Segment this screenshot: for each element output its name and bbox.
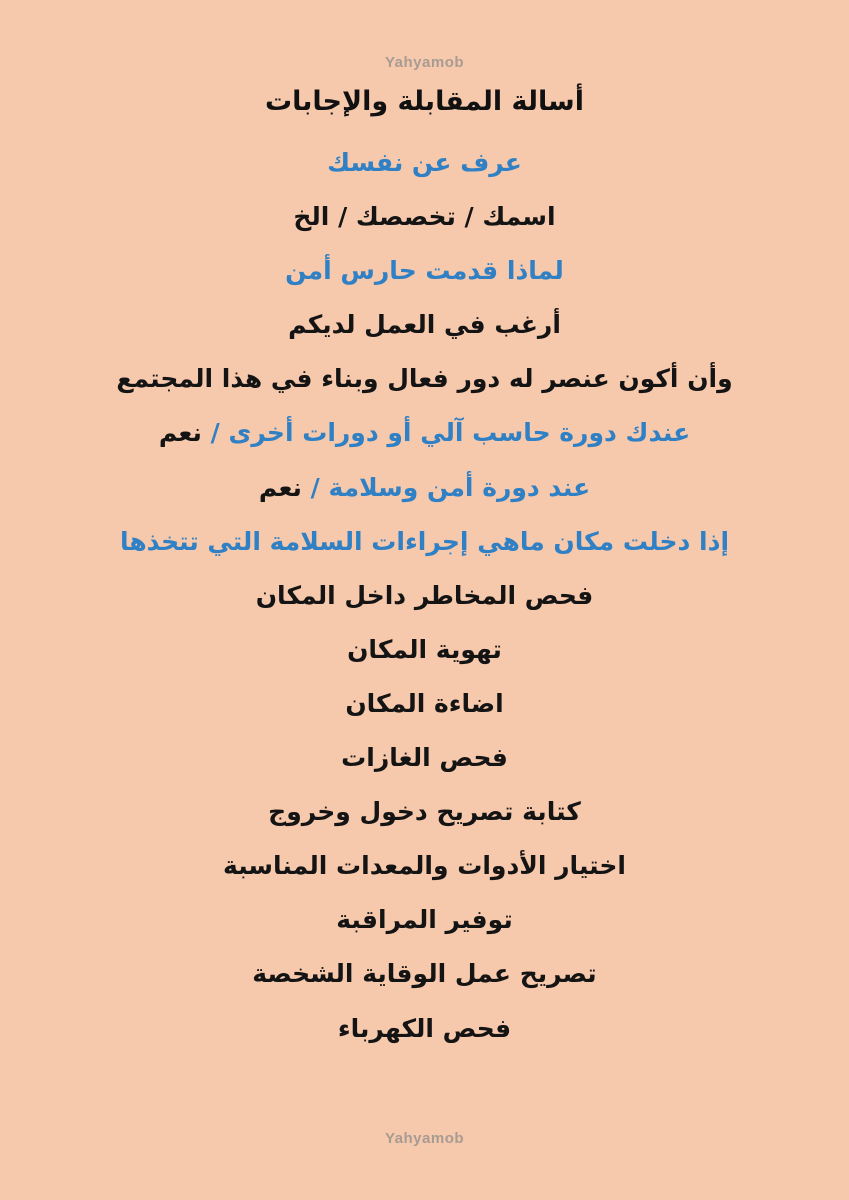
separator: /: [301, 472, 329, 502]
answer-name-specialty: اسمك / تخصصك / الخ: [293, 202, 556, 232]
answer-item-electricity: فحص الكهرباء: [337, 1013, 512, 1043]
question-safety-procedures: إذا دخلت مكان ماهي إجراءات السلامة التي تتخذها: [119, 526, 730, 556]
question-text: عند دورة أمن وسلامة: [328, 472, 591, 502]
answer-item-ppe: تصريح عمل الوقاية الشخصة: [252, 959, 597, 989]
question-computer-course: [0, 406, 849, 460]
qa-list: [0, 136, 849, 1056]
answer-yes: نعم: [158, 418, 202, 448]
separator: /: [201, 418, 229, 448]
answer-wish-to-work: أرغب في العمل لديكم: [288, 310, 561, 340]
answer-item-hazards: فحص المخاطر داخل المكان: [255, 580, 594, 610]
question-safety-course: [0, 461, 849, 515]
answer-item-monitoring: توفير المراقبة: [336, 905, 513, 935]
answer-yes: نعم: [258, 472, 302, 502]
watermark-bottom: Yahyamob: [384, 1130, 465, 1147]
answer-item-lighting: اضاءة المكان: [345, 688, 504, 718]
question-introduce-yourself: عرف عن نفسك: [327, 148, 522, 177]
answer-effective-member: وأن أكون عنصر له دور فعال وبناء في هذا المجتمع: [116, 364, 733, 394]
question-why-security-guard: لماذا قدمت حارس أمن: [285, 256, 564, 286]
answer-item-ventilation: تهوية المكان: [347, 634, 502, 664]
question-text: عندك دورة حاسب آلي أو دورات أخرى: [228, 418, 691, 448]
answer-item-gases: فحص الغازات: [341, 743, 508, 773]
watermark-top: Yahyamob: [384, 54, 465, 71]
answer-item-tools: اختيار الأدوات والمعدات المناسبة: [223, 851, 626, 881]
answer-item-permit: كتابة تصريح دخول وخروج: [268, 797, 581, 827]
page-title: أسالة المقابلة والإجابات: [264, 86, 584, 117]
